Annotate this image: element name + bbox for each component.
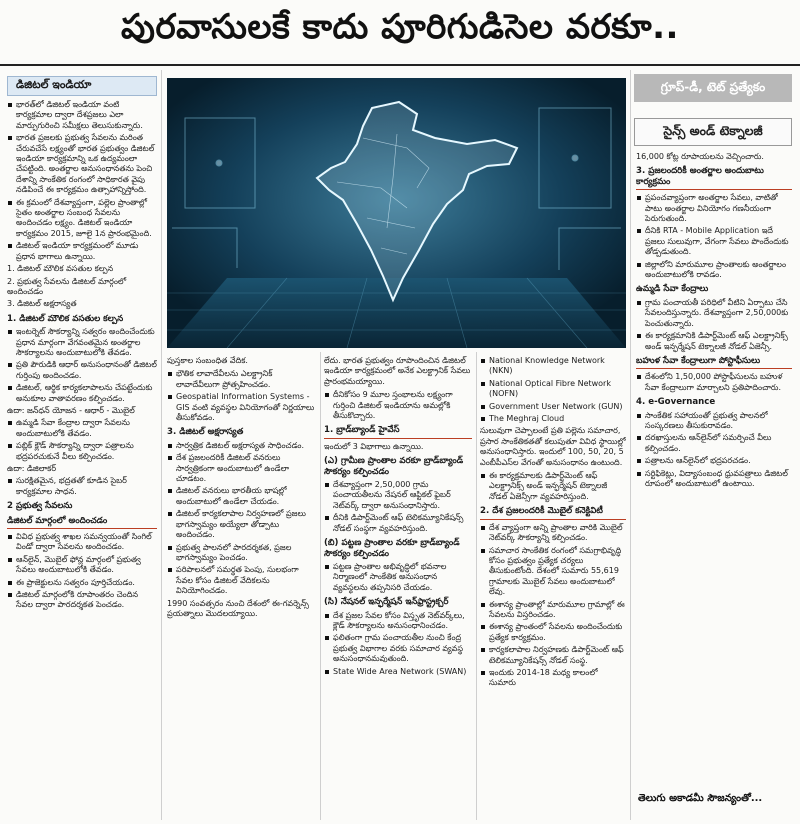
list-item: దేశ వ్యాప్తంగా అన్ని ప్రాంతాల వారికి మొబైల్ నెట్‌వర్క్ సౌకర్యాన్ని కల్పించడం. [480,523,626,544]
sub-heading: డిజిటల్ మార్గంలో అందించడం [7,516,157,529]
list-item: భారత్‌లో డిజిటల్ ఇండియా వంటి కార్యక్రమాల ద్వారా దేశప్రజలు ఎలా మార్పుగురించి సమీక్షలు తెలుసుకున్నారు. [7,100,157,131]
list-item: State Wide Area Network (SWAN) [324,667,472,677]
list-item: దేశవ్యాప్తంగా 2,50,000 గ్రామ పంచాయతీలను నేషనల్ ఆప్టికల్ ఫైబర్ నెట్‌వర్క్ ద్వారా అనుసంధానిస్తారు. [324,480,472,511]
list-item: ఈ కార్యక్రమాలకు డిపార్ట్‌మెంట్ ఆఫ్ ఎలక్ట్రానిక్స్ అండ్ ఇన్ఫర్మేషన్ టెక్నాలజీ నోడల్ ఏజెన్సీగా వ్యవహరిస్తుంది. [480,471,626,502]
paragraph: 16,000 కోట్ల రూపాయలను వెచ్చించారు. [636,152,764,161]
list-item: గ్రామ పంచాయతీ పరిధిలో వీటిని ఏర్పాటు చేసి సేవలందిస్తున్నారు. దేశవ్యాప్తంగా 2,50,000కు పెంచుతున్నారు. [636,298,792,329]
list-item: పబ్లిక్ క్లౌడ్ సౌకర్యాన్ని ద్వారా పత్రాలను భద్రపరచుకునే వీలు కల్పించడం. [7,441,157,462]
list-item: National Knowledge Network (NKN) [480,356,626,377]
list-item: దరఖాస్తులను ఆన్‌లైన్‌లో సమర్పించే వీలు కల్పించడం. [636,433,792,454]
list-item: 2. ప్రభుత్వ సేవలను డిజిటల్ మార్గంలో అందించడం [7,276,127,296]
list-item: 3. డిజిటల్ అక్షరాస్యత [7,299,77,309]
page-headline: పురవాసులకే కాదు పూరిగుడిసెల వరకూ.. [121,7,679,47]
list-item: ఈ ప్రాజెక్టులను సత్వరం పూర్తిచేయడం. [7,578,157,588]
section-heading: ఉమ్మడి సేవా కేంద్రాలు [636,284,709,295]
list-item: దేశ ప్రజల సేవల కోసం విస్తృత నెట్‌వర్క్‌లు, క్లౌడ్ సౌకర్యాలను అనుసంధానించడం. [324,611,472,632]
sub-heading: బహుళ సేవా కేంద్రాలుగా పోస్టాఫీసులు [636,356,792,369]
list-item: ప్రపంచవ్యాప్తంగా అంతర్జాల సేవలు, వాటితో పాటు అంతర్జాల వినియోగం గణనీయంగా పెరుగుతుంది. [636,193,792,224]
list-item: ఈ కార్యక్రమానికి డిపార్ట్‌మెంట్ ఆఫ్ ఎలక్ట్రానిక్స్ అండ్ ఇన్ఫర్మేషన్ టెక్నాలజీ నోడల్ ఏజెన్సీ. [636,331,792,352]
list-item: భౌతిక లావాదేవీలను ఎలక్ట్రానిక్ లావాదేవీలుగా ప్రోత్సహించడం. [167,369,316,390]
list-item: డిజిటల్, ఆర్థిక కార్యకలాపాలను చేపట్టేందుకు అనుకూల వాతావరణం కల్పించడం. [7,383,157,404]
list-item: The Meghraj Cloud [480,414,626,424]
list-item: ఈశాన్య ప్రాంతంలో సేవలను అందించేందుకు ప్రత్యేక కార్యక్రమం. [480,622,626,643]
list-item: భారత ప్రజలకు ప్రభుత్వ సేవలను మరింత చేరువచేసే లక్ష్యంతో భారత ప్రభుత్వం డిజిటల్ ఇండియా కార్యక్రమాన్ని ఒక ఉద్యమంలా చేపట్టింది. అంతర్జాల అనుసంధానతను పెంచి దేశాన్ని సాంకేతిక రంగంలో సాధికారత వైపు నడిపించే ఈ కార్యక్రమం ఉత్సాహాన్నిస్తోంది. [7,133,157,195]
list-item: సురక్షితమైన, భద్రతతో కూడిన సైబర్ కార్యక్రమాల సాధన. [7,476,157,497]
section-tag-digital-india: డిజిటల్ ఇండియా [7,76,157,96]
column-divider [476,352,477,820]
list-item: దీనికి డిపార్ట్‌మెంట్ ఆఫ్ టెలికమ్యూనికేషన్స్ నోడల్ సంస్థగా వ్యవహరిస్తుంది. [324,513,472,534]
list-item: సార్వత్రిక డిజిటల్ అక్షరాస్యత సాధించడం. [167,441,316,451]
list-item: సాంకేతిక సహాయంతో ప్రభుత్వ పాలనలో సంస్కరణలు తీసుకురావడం. [636,411,792,432]
list-item: దేశ ప్రజలందరికీ డిజిటల్ వనరులు సార్వత్రికంగా అందుబాటులో ఉండేలా చూడటం. [167,453,316,484]
list-item: ఈ క్రమంలో దేశవ్యాప్తంగా, పల్లెల ప్రాంతాల్లో సైతం అంతర్జాల సంబంధ సేవలను అందించడం లక్ష్యం. డిజిటల్ ఇండియా కార్యక్రమం 2015, జూలై 1న ప్రారంభమైంది. [7,198,157,240]
section-tag-group-tet: గ్రూప్-డీ, టెట్ ప్రత్యేకం [634,74,792,102]
column-divider [161,70,162,820]
india-digital-map-photo [167,78,626,348]
footer-credit: తెలుగు అకాడమీ సౌజన్యంతో... [638,793,763,804]
paragraph: 1990 సంవత్సరం నుంచి దేశంలో ఈ-గవర్నెన్స్ ప్రయత్నాలు మొదలయ్యాయి. [167,598,309,618]
list-item: ఉమ్మడి సేవా కేంద్రాల ద్వారా సేవలను అందుబాటులోకి తేవడం. [7,418,157,439]
list-item: 1. డిజిటల్ మౌలిక వసతుల కల్పన [7,264,114,274]
column-four [480,356,626,820]
list-item: వివిధ ప్రభుత్వ శాఖల సమన్వయంతో సింగిల్ విండో ద్వారా సేవలను అందించడం. [7,532,157,553]
column-right [636,152,792,784]
paragraph: ఇందులో 3 విభాగాలు ఉన్నాయి. [324,441,424,451]
list-item: Government User Network (GUN) [480,402,626,412]
list-item: ఇంటర్నెట్ సౌకర్యాన్ని సత్వరం అందించేందుకు ప్రధాన మార్గంగా వేగవంతమైన అంతర్జాల సౌకర్యాలను అందుబాటులోకి తేవడం. [7,327,157,358]
list-item: ఈశాన్య ప్రాంతాల్లో మారుమూల గ్రామాల్లో ఈ సేవలను విస్తరించడం. [480,600,626,621]
section-heading: 4. e-Governance [636,397,716,408]
section-heading: (ఎ) గ్రామీణ ప్రాంతాల వరకూ బ్రాడ్‌బ్యాండ్ సౌకర్యం కల్పించడం [324,456,464,477]
paragraph: లేదు. భారత ప్రభుత్వం రూపొందించిన డిజిటల్ ఇండియా కార్యక్రమంలో అనేక ఎలక్ట్రానిక్ సేవలు ప్రారంభమయ్యాయి. [324,356,471,386]
sub-heading: 2. దేశ ప్రజలందరికీ మొబైల్ కనెక్టివిటీ [480,506,626,519]
list-item: సర్టిఫికెట్లు, విద్యాసంబంధ ధ్రువపత్రాలు డిజిటల్ రూపంలో అందుబాటులో ఉంటాయి. [636,469,792,490]
list-item: Geospatial Information Systems - GIS వంటి వ్యవస్థల వినియోగంతో నిర్ణయాలు తీసుకోవడం. [167,392,316,423]
column-three [324,356,472,820]
list-item: ఆన్‌లైన్, మొబైల్ ఫోన్ల మార్గంలో ప్రభుత్వ సేవలు అందుబాటులోకి తేవడం. [7,555,157,576]
list-item: ఇందుకు 2014-18 మధ్య కాలంలో సుమారు [480,668,626,689]
section-heading: 2 ప్రభుత్వ సేవలను [7,501,73,512]
list-item: పత్రాలను ఆన్‌లైన్‌లో భద్రపరచడం. [636,456,792,466]
list-item: సమాచార సాంకేతిక రంగంలో సమగ్రాభివృద్ధి కోసం ప్రభుత్వం ప్రత్యేక చర్యలు తీసుకుంటోంది. దేశంలో సుమారు 55,619 గ్రామాలకు మొబైల్ సేవలు అందుబాటులో లేవు. [480,546,626,598]
list-item: డిజిటల్ ఇండియా కార్యక్రమంలో మూడు ప్రధాన భాగాలు ఉన్నాయి. [7,241,157,262]
list-item: కార్యకలాపాల నిర్వహణకు డిపార్ట్‌మెంట్ ఆఫ్ టెలికమ్యూనికేషన్స్ నోడల్ సంస్థ. [480,645,626,666]
sub-heading: 1. బ్రాడ్‌బ్యాండ్ హైవేస్ [324,425,472,438]
list-item: దేశంలోని 1,50,000 పోస్టాఫీసులను బహుళ సేవా కేంద్రాలుగా మార్చాలని ప్రతిపాదించారు. [636,372,792,393]
sub-heading: 3. ప్రజలందరికీ అంతర్జాల అందుబాటు కార్యక్రమం [636,166,792,190]
example-line: ఉదా: డిజిలాకర్ [7,464,57,473]
paragraph: పుస్తకాల సంబంధిత వేదిక. [167,356,248,365]
column-digital-india [7,100,157,820]
list-item: దీనికోసం 9 మూల స్తంభాలను లక్ష్యంగా గుర్తించి డిజిటల్ ఇండియాను అమల్లోకి తీసుకొచ్చారు. [324,390,472,421]
column-divider [320,352,321,820]
headline-rule [0,64,800,66]
list-item: దీనికి RTA - Mobile Application ఇదే ప్రజలు సులువుగా, వేగంగా సేవలు పొందేందుకు తోడ్పడుతుంది. [636,226,792,257]
list-item: ప్రభుత్వ పాలనలో పారదర్శకత, ప్రజల భాగస్వామ్యం పెంచడం. [167,543,316,564]
example-line: ఉదా: జన్‌ధన్ యోజన - ఆధార్ - మొబైల్ [7,405,135,415]
list-item: డిజిటల్ కార్యకలాపాల నిర్వహణలో ప్రజలు భాగస్వామ్యం అయ్యేలా తోడ్పాటు అందించడం. [167,509,316,540]
list-item: పట్టణ ప్రాంతాల అభివృద్ధిలో భవనాల నిర్మాణంలో సాంకేతిక అనుసంధాన వ్యవస్థలను తప్పనిసరి చేయడం. [324,562,472,593]
section-heading: (బి) పట్టణ ప్రాంతాల వరకూ బ్రాడ్‌బ్యాండ్ సౌకర్యం కల్పించడం [324,538,460,559]
list-item: పరిపాలనలో సమర్థత పెంపు, సులభంగా సేవల కోసం డిజిటల్ వేదికలను వినియోగించడం. [167,565,316,596]
list-item: ఫలితంగా గ్రామ పంచాయతీల నుంచి కేంద్ర ప్రభుత్వ విభాగాల వరకు సమాచార వ్యవస్థ అనుసంధానమవుతుంది. [324,633,472,664]
list-item: ప్రతి పౌరుడికి ఆధార్ అనుసంధానంతో డిజిటల్ గుర్తింపు అందించడం. [7,360,157,381]
column-two [167,356,316,820]
india-map-illustration [167,78,626,348]
section-heading: (సి) నేషనల్ ఇన్ఫర్మేషన్ ఇన్‌ఫ్రాస్ట్రక్చర్ [324,597,449,608]
column-divider [630,70,631,820]
section-tag-science-tech: సైన్స్ అండ్ టెక్నాలజీ [634,118,792,146]
list-item: డిజిటల్ మార్గంలోకి రూపాంతరం చెందిన సేవల ద్వారా పారదర్శకత పెంచడం. [7,590,157,611]
list-item: జిల్లాలోని మారుమూల ప్రాంతాలకు అంతర్జాలం అందుబాటులోకి రావడం. [636,260,792,281]
list-item: National Optical Fibre Network (NOFN) [480,379,626,400]
section-heading: 1. డిజిటల్ మౌలిక వసతుల కల్పన [7,313,124,324]
list-item: డిజిటల్ వనరులు భారతీయ భాషల్లో అందుబాటులో ఉండేలా చేయడం. [167,486,316,507]
section-heading: 3. డిజిటల్ అక్షరాస్యత [167,427,244,438]
paragraph: సులువుగా చెప్పాలంటే ప్రతి పల్లెను సమాచార, ప్రసార సాంకేతికతతో కలుపుతూ వివిధ స్థాయిల్లో అనుసంధానిస్తారు. ఇందులో 100, 50, 20, 5 ఎంబీపీఎస్‌ల వేగంతో అనుసంధానం ఉంటుంది. [480,426,626,467]
